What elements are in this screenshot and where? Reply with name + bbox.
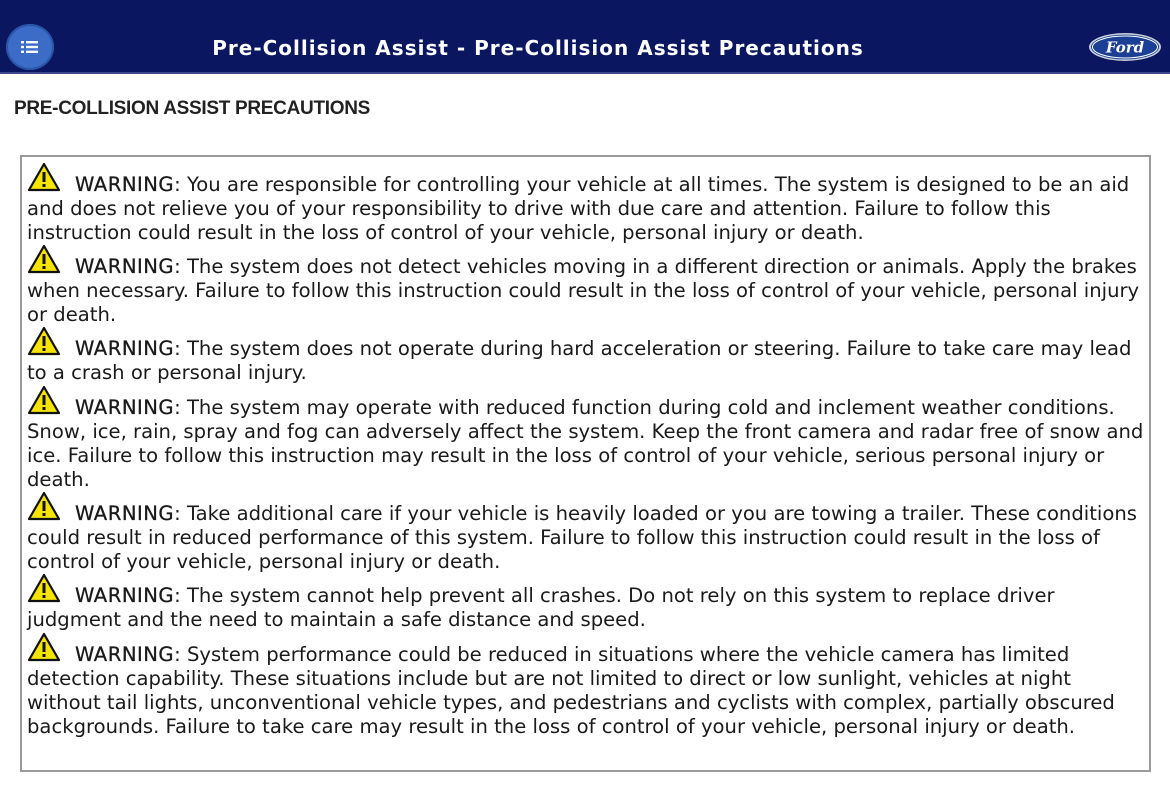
app-header (0, 0, 1170, 74)
ford-logo (1088, 32, 1162, 62)
warning-item (27, 337, 1147, 385)
warning-text: : System performance could be reduced in situations where the vehicle camera has limited detection capability. These situations include but are not limited to direct or low sunlight, vehicles at night without tail lights, unconventional vehicle types, and pedestrians and cyclists with complex, partially obscured backgrounds. Failure to take care may result in the loss of control of your vehicle, personal injury or death. (27, 643, 1115, 738)
section-heading: PRE-COLLISION ASSIST PRECAUTIONS (14, 98, 371, 119)
warning-label: WARNING (75, 643, 175, 666)
warning-item (27, 584, 1147, 632)
warning-label: WARNING (75, 255, 175, 278)
warning-label: WARNING (75, 337, 175, 360)
warning-item (27, 502, 1147, 574)
logo-text: Ford (1105, 38, 1145, 57)
warning-text: : Take additional care if your vehicle is heavily loaded or you are towing a trailer. These conditions could result in reduced performance of this system. Failure to follow this instruction could result in the loss of control of your vehicle, personal injury or death. (27, 502, 1137, 573)
warning-text: : You are responsible for controlling your vehicle at all times. The system is designed to be an aid and does not relieve you of your responsibility to drive with due care and attention. Failure to follow this instruction could result in the loss of control of your vehicle, personal injury or death. (27, 173, 1130, 244)
warning-label: WARNING (75, 396, 175, 419)
warning-text: : The system may operate with reduced function during cold and inclement weather conditions. Snow, ice, rain, spray and fog can adversely affect the system. Keep the front camera and radar free of snow and ice. Failure to follow this instruction may result in the loss of control of your vehicle, serious personal injury or death. (27, 396, 1144, 491)
warning-item (27, 255, 1147, 327)
warning-text: : The system does not detect vehicles moving in a different direction or animals. Apply the brakes when necessary. Failure to follow this instruction could result in the loss of control of your vehicle, personal injury or death. (27, 255, 1140, 326)
warning-label: WARNING (75, 584, 175, 607)
warning-item (27, 396, 1147, 492)
warning-text: : The system cannot help prevent all crashes. Do not rely on this system to replace driver judgment and the need to maintain a safe distance and speed. (27, 584, 1055, 631)
warning-item (27, 643, 1147, 739)
warning-text: : The system does not operate during hard acceleration or steering. Failure to take care may lead to a crash or personal injury. (27, 337, 1132, 384)
warning-label: WARNING (75, 502, 175, 525)
warning-item (27, 173, 1147, 245)
page-title: Pre-Collision Assist - Pre-Collision Assist Precautions (212, 36, 864, 60)
warning-label: WARNING (75, 173, 175, 196)
